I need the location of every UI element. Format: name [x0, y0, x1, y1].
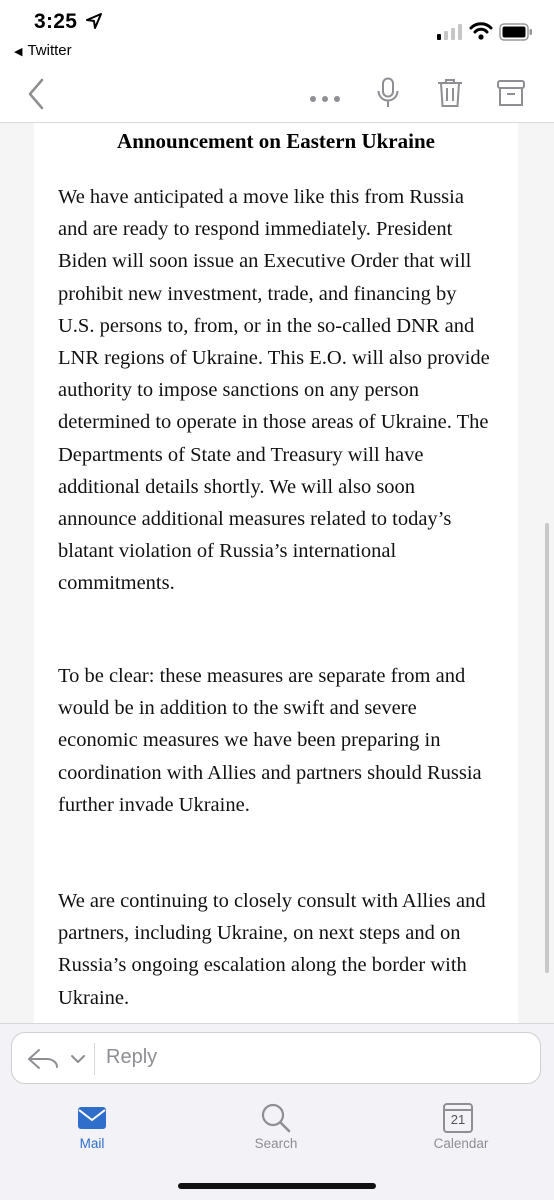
status-bar — [0, 0, 554, 64]
scrollbar[interactable] — [545, 523, 549, 973]
tab-calendar-label: Calendar — [433, 1136, 489, 1151]
back-to-app-link[interactable] — [14, 42, 72, 59]
tab-mail-label: Mail — [79, 1136, 105, 1151]
reply-field[interactable] — [11, 1032, 541, 1084]
cellular-signal-icon — [437, 24, 463, 45]
battery-icon — [499, 23, 533, 46]
reply-arrow-icon[interactable] — [25, 1048, 63, 1075]
reply-placeholder[interactable]: Reply — [106, 1046, 158, 1068]
microphone-icon[interactable] — [376, 77, 400, 114]
email-paragraph: We are continuing to closely consult with Allies and partners, including Ukraine, on next steps and on Russia’s ongoing escalation along the border with Ukraine. — [58, 890, 486, 1009]
trash-icon[interactable] — [436, 77, 464, 114]
more-dots-icon[interactable] — [309, 90, 341, 108]
email-title: Announcement on Eastern Ukraine — [117, 129, 435, 153]
chevron-left-icon[interactable] — [26, 78, 46, 115]
search-icon — [256, 1101, 296, 1135]
mail-icon — [72, 1101, 112, 1135]
location-arrow-icon — [86, 13, 102, 34]
email-body-card — [34, 123, 518, 1023]
tab-search-label: Search — [254, 1136, 298, 1151]
back-triangle-icon: ◀ — [14, 46, 23, 58]
back-app-label: Twitter — [27, 42, 72, 59]
status-time: 3:25 — [34, 10, 78, 33]
email-body-scroll[interactable] — [0, 123, 554, 1023]
archive-icon[interactable] — [496, 79, 526, 114]
chevron-down-icon[interactable] — [70, 1052, 86, 1070]
calendar-date: 21 — [450, 1112, 466, 1127]
wifi-icon — [469, 21, 493, 46]
reply-bar — [0, 1023, 554, 1094]
home-indicator[interactable] — [178, 1183, 376, 1189]
calendar-icon — [441, 1101, 481, 1135]
email-paragraph: To be clear: these measures are separate from and would be in addition to the swift and severe economic measures we have been preparing in coordination with Allies and partners should Russia further invade Ukraine. — [58, 665, 482, 816]
email-paragraph: We have anticipated a move like this from Russia and are ready to respond immediately. President Biden will soon issue an Executive Order that will prohibit new investment, trade, and financing by U.S. persons to, from, or in the so-called DNR and LNR regions of Ukraine. This E.O. will also provide authority to impose sanctions on any person determined to operate in those areas of Ukraine. The Departments of State and Treasury will have additional details shortly. We will also soon announce additional measures related to today’s blatant violation of Russia’s international commitments. — [58, 186, 490, 595]
email-toolbar — [0, 64, 554, 122]
reply-separator — [94, 1043, 95, 1075]
